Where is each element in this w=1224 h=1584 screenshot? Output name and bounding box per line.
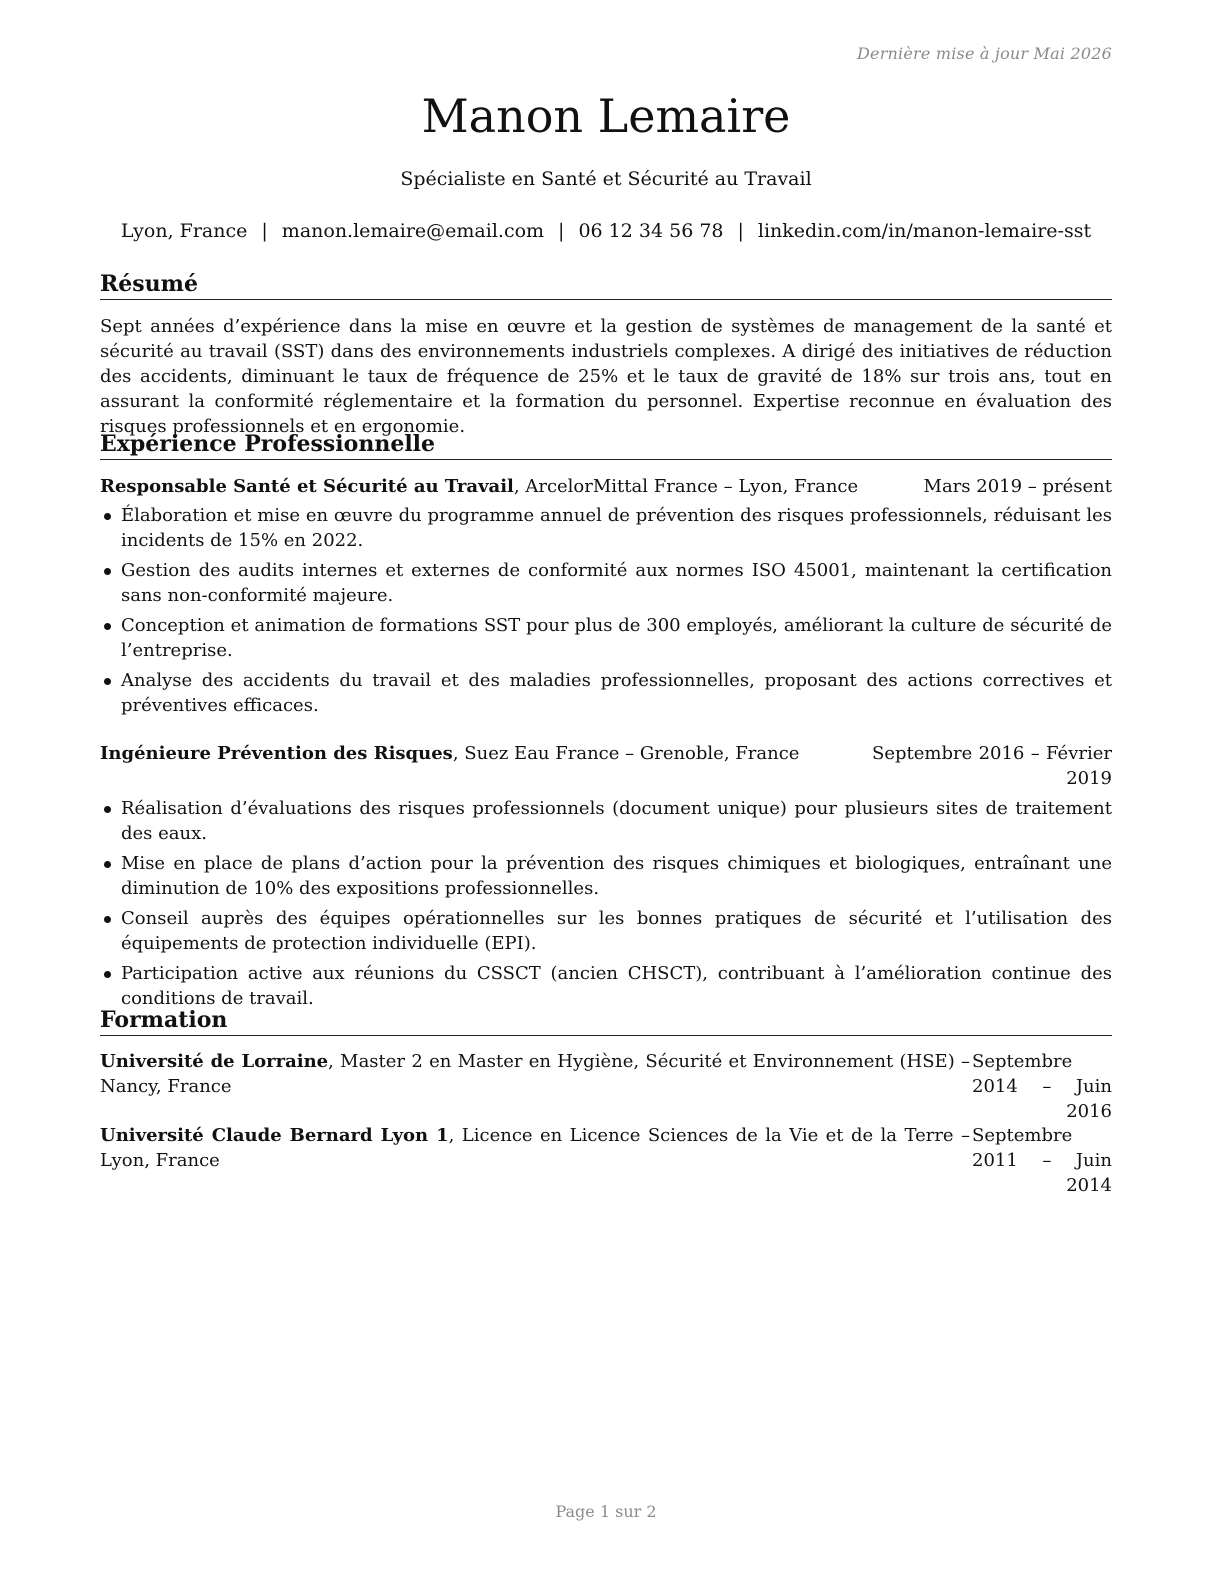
job-bullets — [100, 503, 1112, 723]
candidate-title: Spécialiste en Santé et Sécurité au Travail — [400, 168, 812, 190]
education-dates: Septembre 2011 – Juin 2014 — [972, 1125, 1112, 1196]
job-header — [100, 474, 1112, 499]
bullet-icon — [104, 971, 111, 978]
list-item — [100, 906, 1112, 956]
list-item — [100, 668, 1112, 718]
job-company: , ArcelorMittal France – Lyon, France — [513, 476, 859, 497]
education-detail — [100, 1049, 970, 1099]
list-item — [100, 961, 1112, 1011]
education-item — [100, 1049, 1112, 1122]
bullet-text: Analyse des accidents du travail et des maladies professionnelles, proposant des actions correctives et préventives efficaces. — [121, 670, 1112, 716]
education-degree: , Master 2 en Master en Hygiène, Sécurité et Environnement (HSE) – Nancy, France — [100, 1051, 971, 1097]
list-item — [100, 613, 1112, 663]
job-dates: Mars 2019 – présent — [923, 476, 1112, 497]
bullet-text: Conseil auprès des équipes opérationnelles sur les bonnes pratiques de sécurité et l’utilisation des équipements de protection individuelle (EPI). — [121, 908, 1112, 954]
bullet-text: Participation active aux réunions du CSSCT (ancien CHSCT), contribuant à l’amélioration continue des conditions de travail. — [121, 963, 1112, 1009]
last-updated: Dernière mise à jour Mai 2026 — [857, 44, 1112, 63]
contact-separator: | — [558, 220, 565, 242]
bullet-text: Gestion des audits internes et externes de conformité aux normes ISO 45001, maintenant la certification sans non-conformité majeure. — [121, 560, 1112, 606]
job-bullets — [100, 796, 1112, 1016]
education-heading: Formation — [100, 1006, 1112, 1036]
resume-page — [100, 0, 1112, 1584]
education-degree: , Licence en Licence Sciences de la Vie et de la Terre – Lyon, France — [100, 1125, 970, 1171]
page-number: Page 1 sur 2 — [555, 1502, 657, 1521]
contact-location: Lyon, France — [120, 220, 248, 242]
bullet-text: Réalisation d’évaluations des risques professionnels (document unique) pour plusieurs sites de traitement des eaux. — [121, 798, 1112, 844]
job-title-line — [100, 741, 799, 766]
list-item — [100, 851, 1112, 901]
candidate-name: Manon Lemaire — [421, 89, 791, 143]
bullet-text: Élaboration et mise en œuvre du programme annuel de prévention des risques professionnels, réduisant les incidents de 15% en 2022. — [121, 505, 1112, 551]
summary-text: Sept années d’expérience dans la mise en œuvre et la gestion de systèmes de management de la santé et sécurité au travail (SST) dans des environnements industriels complexes. A dirigé des initiatives de réduction des accidents, diminuant le taux de fréquence de 25% et le taux de gravité de 18% sur trois ans, tout en assurant la conformité réglementaire et la formation du personnel. Expertise reconnue en évaluation des risques professionnels et en ergonomie. — [100, 316, 1112, 437]
contact-separator: | — [737, 220, 744, 242]
contact-phone: 06 12 34 56 78 — [578, 220, 724, 242]
bullet-text: Mise en place de plans d’action pour la prévention des risques chimiques et biologiques, entraînant une diminution de 10% des expositions professionnelles. — [121, 853, 1112, 899]
bullet-icon — [104, 916, 111, 923]
job-dates: Septembre 2016 – Février 2019 — [872, 743, 1112, 789]
contact-separator: | — [261, 220, 268, 242]
contact-line — [100, 218, 1112, 244]
education-item — [100, 1123, 1112, 1196]
list-item — [100, 503, 1112, 553]
education-dates: Septembre 2014 – Juin 2016 — [972, 1051, 1112, 1122]
bullet-icon — [104, 861, 111, 868]
job-role: Ingénieure Prévention des Risques — [100, 743, 453, 764]
job-title-line — [100, 474, 858, 499]
bullet-icon — [104, 678, 111, 685]
job-role: Responsable Santé et Sécurité au Travail — [100, 476, 514, 497]
bullet-icon — [104, 513, 111, 520]
bullet-icon — [104, 623, 111, 630]
bullet-icon — [104, 568, 111, 575]
education-school: Université de Lorraine — [100, 1051, 329, 1072]
job-company: , Suez Eau France – Grenoble, France — [452, 743, 800, 764]
summary-heading: Résumé — [100, 270, 1112, 300]
list-item — [100, 558, 1112, 608]
list-item — [100, 796, 1112, 846]
job-header — [100, 741, 1112, 791]
education-detail — [100, 1123, 970, 1173]
contact-linkedin[interactable]: linkedin.com/in/manon-lemaire-sst — [757, 220, 1092, 242]
experience-heading: Expérience Professionnelle — [100, 430, 1112, 460]
bullet-icon — [104, 806, 111, 813]
contact-email[interactable]: manon.lemaire@email.com — [281, 220, 545, 242]
education-school: Université Claude Bernard Lyon 1 — [100, 1125, 449, 1146]
bullet-text: Conception et animation de formations SST pour plus de 300 employés, améliorant la culture de sécurité de l’entreprise. — [121, 615, 1112, 661]
